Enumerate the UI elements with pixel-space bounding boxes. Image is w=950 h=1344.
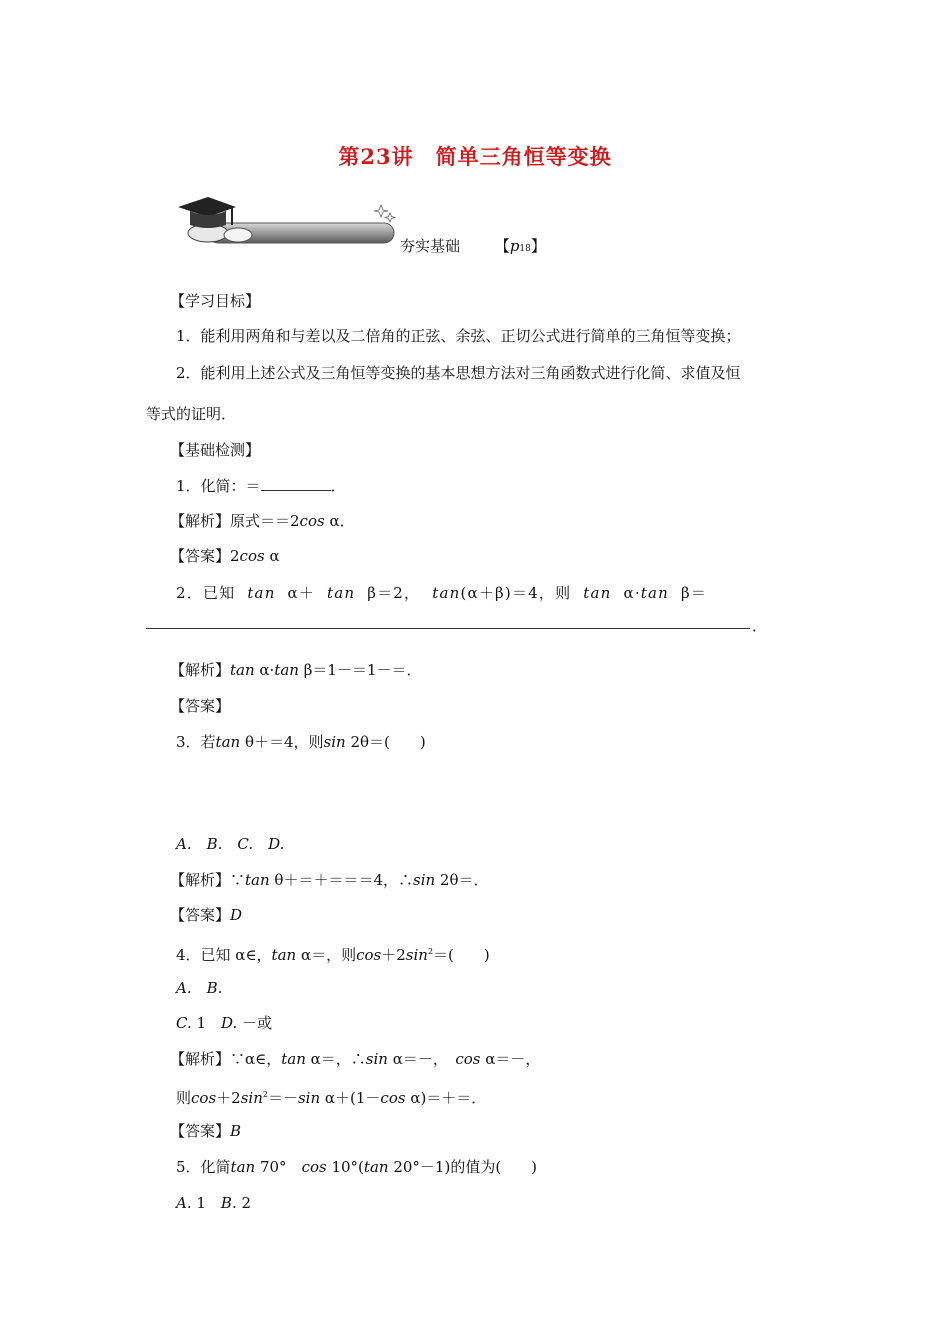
q4-mid: α＝，则 <box>296 946 357 964</box>
a4b-mid2: α＋(1－ <box>320 1089 381 1107</box>
answer-2: 【答案】 <box>170 697 231 715</box>
a4b-cos: cos <box>191 1089 217 1107</box>
page-title: 第23讲 简单三角恒等变换 <box>338 144 612 169</box>
a3-text: 【解析】∵ <box>170 871 246 889</box>
ans4-value: B <box>230 1122 242 1140</box>
a4b-end: α)＝＋＝． <box>405 1089 487 1107</box>
q4-opt-c-val: 1 <box>191 1014 222 1032</box>
answer-blank-long <box>146 628 750 629</box>
q4-opt-d-val: －或 <box>237 1014 273 1032</box>
q4-sup: 2 <box>427 947 434 956</box>
q4-options-cd <box>176 1013 272 1033</box>
question-4 <box>176 942 490 965</box>
q2-tan5: tan <box>640 584 670 602</box>
q4-tan: tan <box>271 946 297 964</box>
question-2 <box>176 583 707 603</box>
a3-end: 2θ＝． <box>435 871 489 889</box>
question-1 <box>176 476 346 496</box>
q3-mid: θ＋＝4，则 <box>240 733 324 751</box>
a4-cos: cos <box>455 1050 481 1068</box>
q5-opt-b-val: 2 <box>236 1194 252 1212</box>
a4b-sin: sin <box>240 1089 263 1107</box>
q2-end: ． <box>752 617 768 635</box>
q3-options: A. B. C. D. <box>176 835 285 853</box>
q5-opt-a-val: 1 <box>191 1194 221 1212</box>
q3-end: 2θ＝( ) <box>345 733 426 751</box>
q4-sin: sin <box>405 946 428 964</box>
analysis-1 <box>170 511 355 531</box>
a2-tan1: tan <box>230 661 255 679</box>
q2-tan3: tan <box>432 584 461 602</box>
a3-tan: tan <box>245 871 270 889</box>
a3-mid: θ＋＝＋＝＝＝4，∴ <box>269 871 413 889</box>
a2-end: β＝1－＝1－＝． <box>298 661 422 679</box>
q5-c: 20°－1)的值为( ) <box>388 1158 538 1176</box>
q5-cos: cos <box>301 1158 327 1176</box>
a4b-plus: ＋2 <box>216 1089 241 1107</box>
ans1-cos: cos <box>239 547 265 565</box>
ans1-end: α <box>264 547 280 565</box>
a1-cos: cos <box>299 512 325 530</box>
q4-end: ＝( ) <box>433 946 490 964</box>
q4-options-ab: A. B. <box>176 979 223 997</box>
q5-a: 70° <box>255 1158 287 1176</box>
a4b-sin2: sin <box>297 1089 321 1107</box>
q5-tan: tan <box>230 1158 256 1176</box>
q3-sin: sin <box>323 733 346 751</box>
q5-b: 10°( <box>326 1158 364 1176</box>
a2-mid: α· <box>254 661 275 679</box>
question-3 <box>176 732 426 752</box>
q2-b: α＋ <box>287 584 316 602</box>
analysis-4-cont <box>176 1085 486 1108</box>
banner-label <box>400 236 546 259</box>
q2-d: (α＋β)＝4，则 <box>460 584 572 602</box>
ans4-text: 【答案】 <box>170 1122 231 1140</box>
a4b-text: 则 <box>176 1089 192 1107</box>
answer-blank <box>261 476 331 491</box>
q2-tan2: tan <box>327 584 356 602</box>
a4-tan: tan <box>281 1050 306 1068</box>
a4-text: 【解析】∵α∈， <box>170 1050 282 1068</box>
page-ref-num: 18 <box>519 244 531 254</box>
q1-text: 1．化简：＝ <box>176 477 261 495</box>
q5-tan2: tan <box>363 1158 389 1176</box>
q5-opt-b: B. <box>220 1194 237 1212</box>
question-5 <box>176 1157 537 1177</box>
a2-text: 【解析】 <box>170 661 231 679</box>
q4-cos: cos <box>356 946 382 964</box>
q4-opt-c: C. <box>176 1014 192 1032</box>
objective-2-cont: 等式的证明． <box>146 405 237 423</box>
q4-plus: ＋2 <box>381 946 406 964</box>
ans1-text: 【答案】2 <box>170 547 240 565</box>
q2-a: 2．已知 <box>176 584 236 602</box>
q2-tan1: tan <box>247 584 276 602</box>
analysis-3 <box>170 870 489 890</box>
q4-text: 4．已知 α∈， <box>176 946 272 964</box>
q5-options <box>176 1193 251 1213</box>
graduation-cap-banner <box>168 195 404 257</box>
answer-3 <box>170 905 242 925</box>
q5-text: 5．化简 <box>176 1158 231 1176</box>
q3-text: 3．若 <box>176 733 216 751</box>
q2-e: α· <box>623 584 641 602</box>
a4-mid1: α＝，∴ <box>305 1050 366 1068</box>
page-ref-p: p <box>509 237 520 255</box>
q2-c: β＝2， <box>367 584 421 602</box>
analysis-2 <box>170 660 422 680</box>
ans3-text: 【答案】 <box>170 906 231 924</box>
a4b-cos2: cos <box>380 1089 406 1107</box>
a4b-mid: ＝－ <box>267 1089 298 1107</box>
objective-1: 1．能利用两角和与差以及二倍角的正弦、余弦、正切公式进行简单的三角恒等变换； <box>176 327 741 345</box>
a4-end: α＝－， <box>480 1050 541 1068</box>
q2-tan4: tan <box>583 584 612 602</box>
q3-tan: tan <box>215 733 241 751</box>
a2-tan2: tan <box>274 661 299 679</box>
a1-end: α． <box>324 512 355 530</box>
ans3-value: D <box>230 906 243 924</box>
section-heading-check: 【基础检测】 <box>170 441 261 459</box>
answer-4 <box>170 1121 241 1141</box>
page-ref-open: 【 <box>494 237 510 255</box>
a4b-sup: 2 <box>262 1090 268 1099</box>
q2-f: β＝ <box>681 584 708 602</box>
page-ref-close: 】 <box>530 237 546 255</box>
a1-text: 【解析】原式＝＝2 <box>170 512 300 530</box>
q1-end: ． <box>330 477 346 495</box>
q4-opt-d: D. <box>221 1014 238 1032</box>
answer-1 <box>170 546 280 566</box>
section-heading-objectives: 【学习目标】 <box>170 292 261 310</box>
a4-mid2: α＝－， <box>387 1050 456 1068</box>
q5-opt-a: A. <box>176 1194 192 1212</box>
objective-2: 2．能利用上述公式及三角恒等变换的基本思想方法对三角函数式进行化简、求值及恒 <box>176 364 741 382</box>
analysis-4 <box>170 1049 540 1069</box>
banner-label-text: 夯实基础 <box>400 237 461 255</box>
a4-sin: sin <box>365 1050 388 1068</box>
a3-sin: sin <box>413 871 436 889</box>
